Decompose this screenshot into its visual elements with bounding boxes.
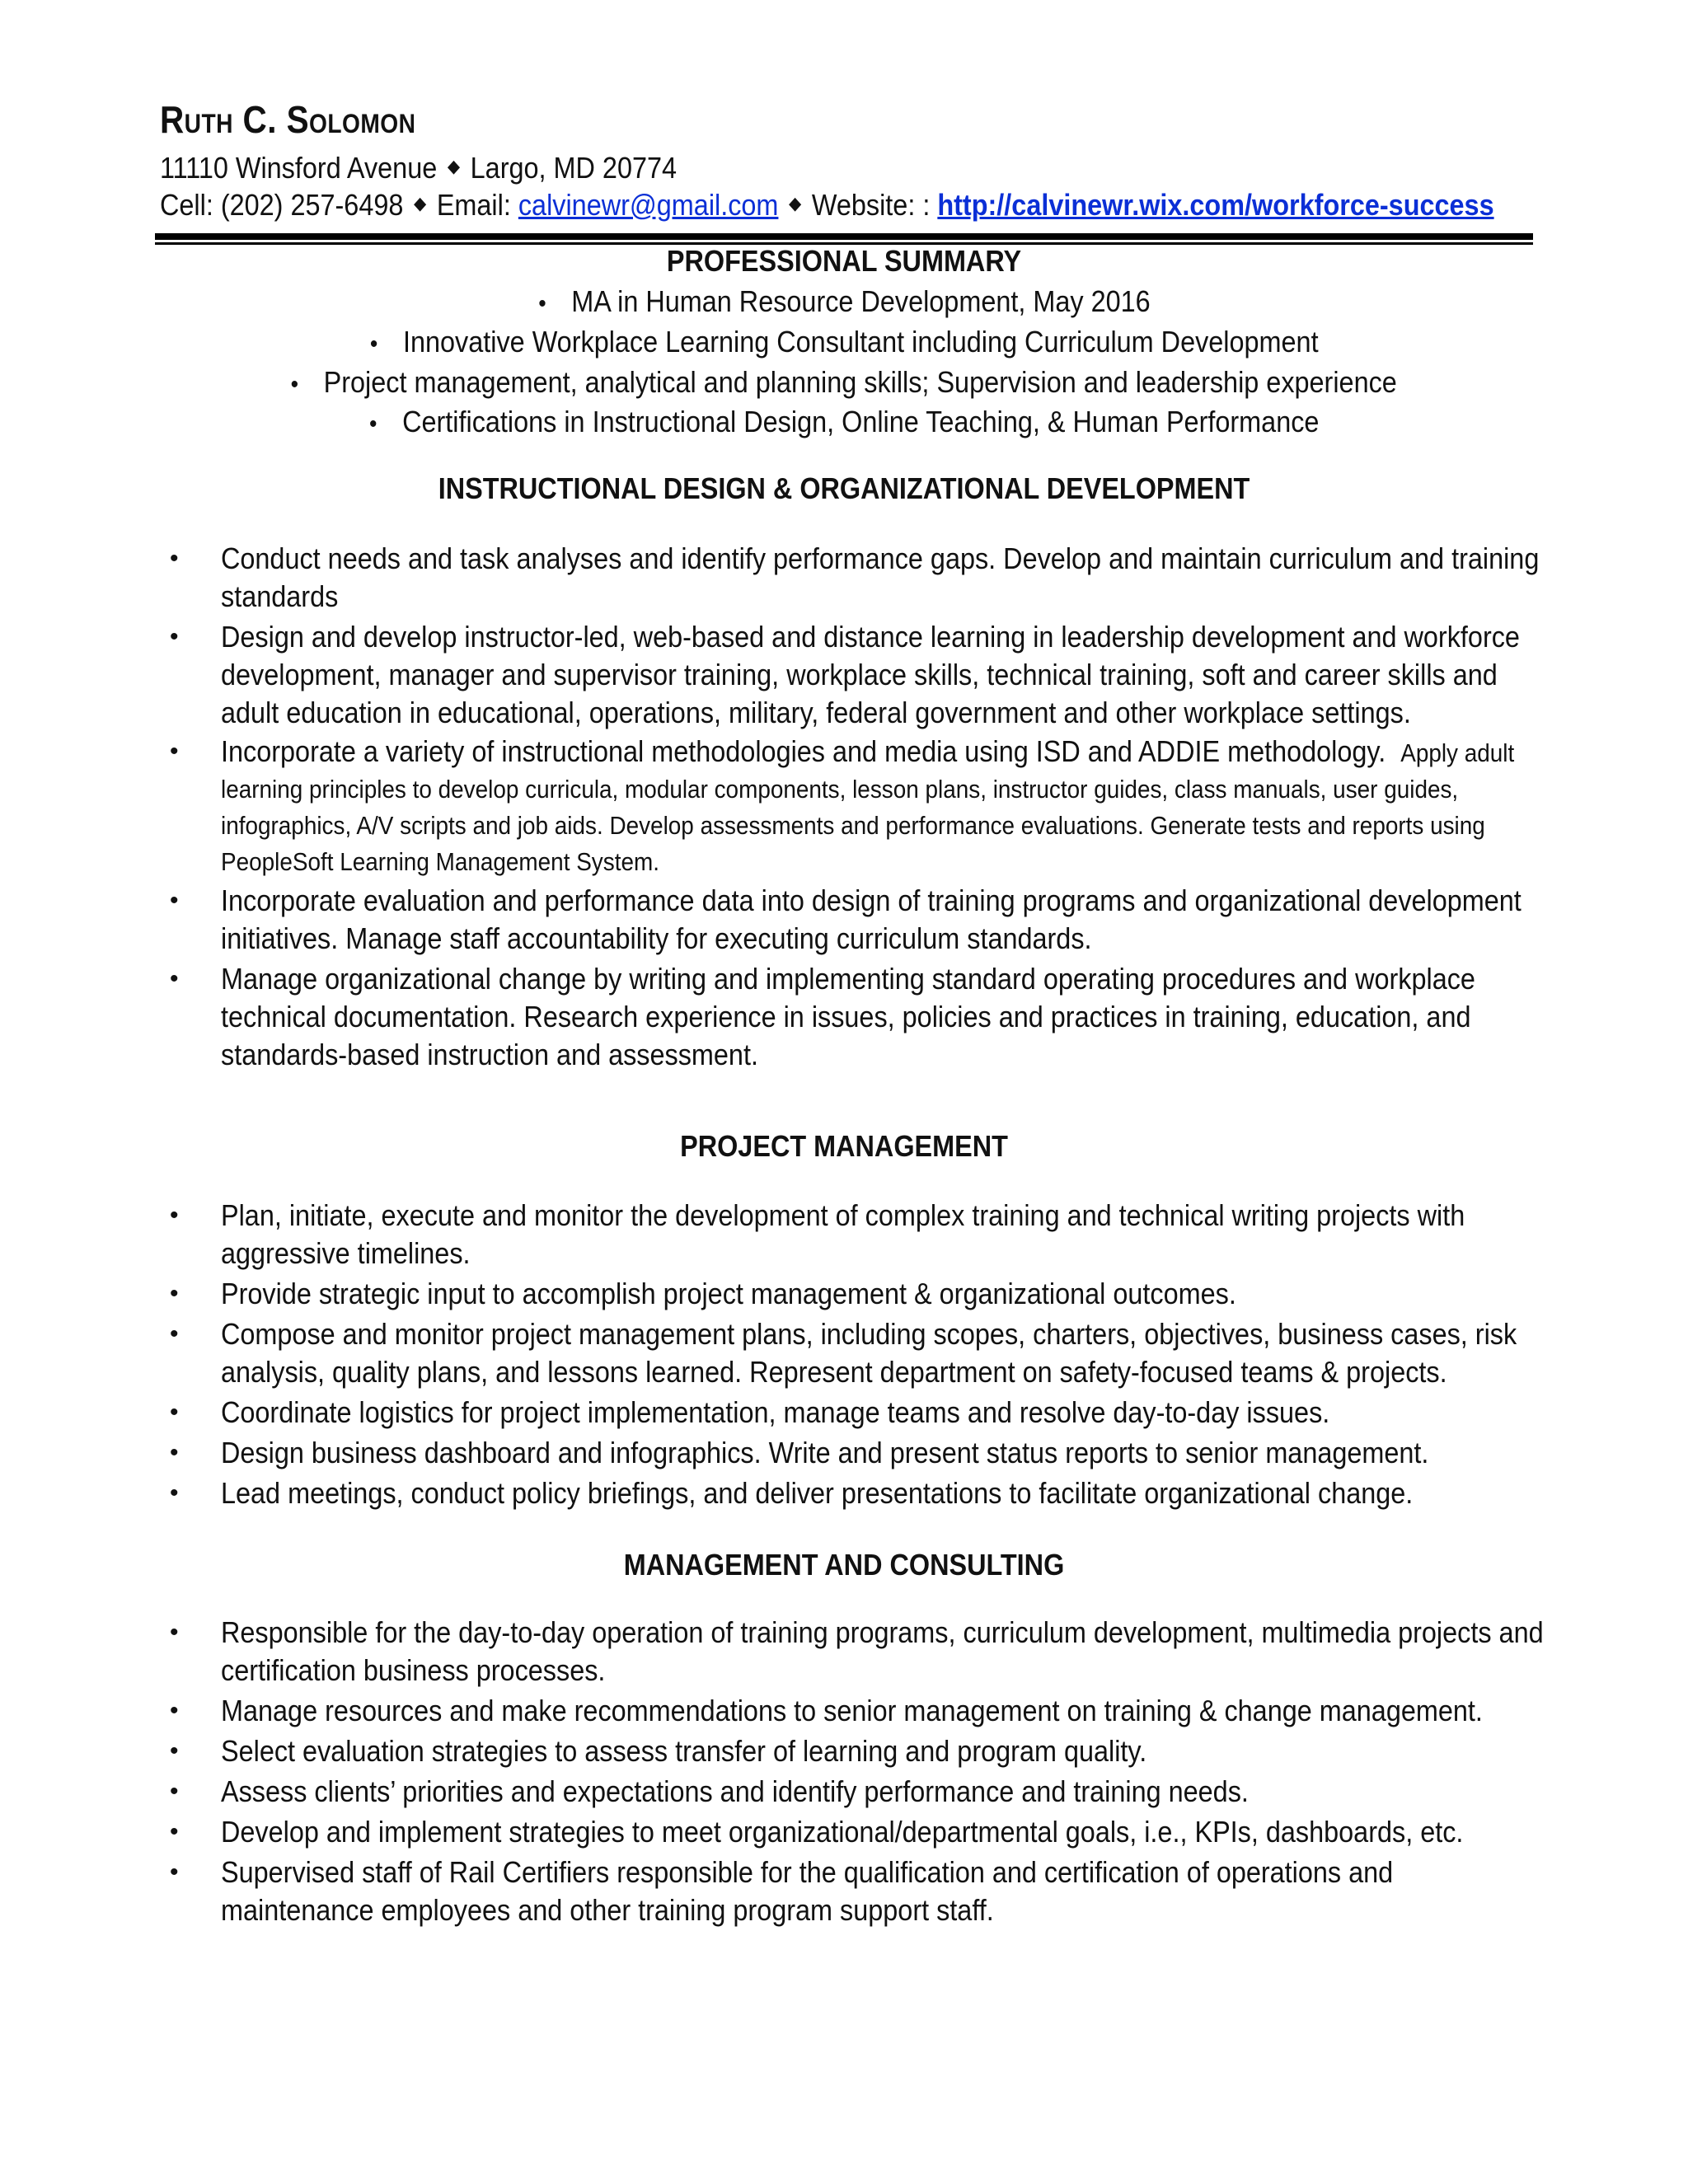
list-item: • Develop and implement strategies to meet organizational/departmental goals, i.e., KPIs, dashboards, etc.	[170, 1815, 1464, 1849]
list-item: • Provide strategic input to accomplish project management & organizational outcomes.	[170, 1277, 1236, 1310]
email-label: Email:	[436, 188, 511, 222]
instructional-heading: INSTRUCTIONAL DESIGN & ORGANIZATIONAL DEVELOPMENT	[438, 471, 1250, 505]
header-divider-thick	[155, 233, 1533, 240]
list-item: • Incorporate evaluation and performance data into design of training programs and organizational development initiatives. Manage staff accountability for executing curriculum standards.	[170, 883, 1522, 955]
list-item: • Responsible for the day-to-day operation of training programs, curriculum development, multimedia projects and certification business processes.	[170, 1615, 1544, 1687]
candidate-name: Ruth C. Solomon	[160, 98, 416, 141]
summary-item: • Certifications in Instructional Design, Online Teaching, & Human Performance	[368, 405, 1320, 438]
cell-phone: Cell: (202) 257-6498	[160, 188, 404, 222]
summary-item: • Innovative Workplace Learning Consultant including Curriculum Development	[369, 325, 1319, 359]
website-label: Website: :	[811, 188, 931, 222]
list-item: • Select evaluation strategies to assess transfer of learning and program quality.	[170, 1734, 1147, 1768]
list-item: • Lead meetings, conduct policy briefings, and deliver presentations to facilitate organizational change.	[170, 1476, 1414, 1510]
list-item: • Manage resources and make recommendations to senior management on training & change management.	[170, 1694, 1483, 1727]
list-item: • Design business dashboard and infographics. Write and present status reports to senior management.	[170, 1436, 1429, 1469]
list-item: • Assess clients’ priorities and expectations and identify performance and training needs.	[170, 1774, 1249, 1808]
list-item: • Manage organizational change by writing and implementing standard operating procedures and workplace technical documentation. Research experience in issues, policies and practices in training, education, and standards-based instruction and assessment.	[170, 962, 1475, 1071]
management-list	[170, 1614, 1546, 1932]
summary-item: • Project management, analytical and planning skills; Supervision and leadership experience	[290, 365, 1398, 399]
list-item: • Incorporate a variety of instructional methodologies and media using ISD and ADDIE methodology. Apply adult learning principles to develop curricula, modular components, lesson plans, instructor guides, class manuals, user guides, infographics, A/V scripts and job aids. Develop assessments and performance evaluations. Generate tests and reports using PeopleSoft Learning Management System.	[170, 734, 1515, 876]
website-link[interactable]: http://calvinewr.wix.com/workforce-success	[937, 188, 1494, 222]
list-item: • Conduct needs and task analyses and identify performance gaps. Develop and maintain curriculum and training standards	[170, 541, 1540, 613]
instructional-list	[170, 540, 1546, 1076]
project-heading: PROJECT MANAGEMENT	[680, 1129, 1008, 1163]
list-item: • Design and develop instructor-led, web-based and distance learning in leadership development and workforce development, manager and supervisor training, workplace skills, technical training, soft and career skills and adult education in educational, operations, military, federal government and other workplace settings.	[170, 620, 1520, 729]
address-line	[160, 151, 677, 185]
list-item: • Supervised staff of Rail Certifiers responsible for the qualification and certification of operations and maintenance employees and other training program support staff.	[170, 1855, 1394, 1927]
list-item: • Coordinate logistics for project implementation, manage teams and resolve day-to-day issues.	[170, 1395, 1330, 1429]
project-list	[170, 1197, 1546, 1515]
summary-heading: PROFESSIONAL SUMMARY	[666, 244, 1022, 278]
contact-line	[160, 188, 1494, 223]
address-city: Largo, MD 20774	[470, 151, 678, 185]
summary-item: • MA in Human Resource Development, May 2016	[537, 284, 1151, 318]
diamond-separator-icon: ◆	[413, 193, 427, 214]
list-item: • Compose and monitor project management plans, including scopes, charters, objectives, business cases, risk analysis, quality plans, and lessons learned. Represent department on safety-focused teams & projects.	[170, 1317, 1517, 1389]
address-street: 11110 Winsford Avenue	[160, 151, 438, 185]
diamond-separator-icon: ◆	[447, 156, 461, 177]
management-heading: MANAGEMENT AND CONSULTING	[623, 1548, 1065, 1582]
email-link[interactable]: calvinewr@gmail.com	[518, 188, 779, 222]
diamond-separator-icon: ◆	[789, 193, 802, 214]
list-item: • Plan, initiate, execute and monitor the development of complex training and technical writing projects with aggressive timelines.	[170, 1198, 1465, 1270]
